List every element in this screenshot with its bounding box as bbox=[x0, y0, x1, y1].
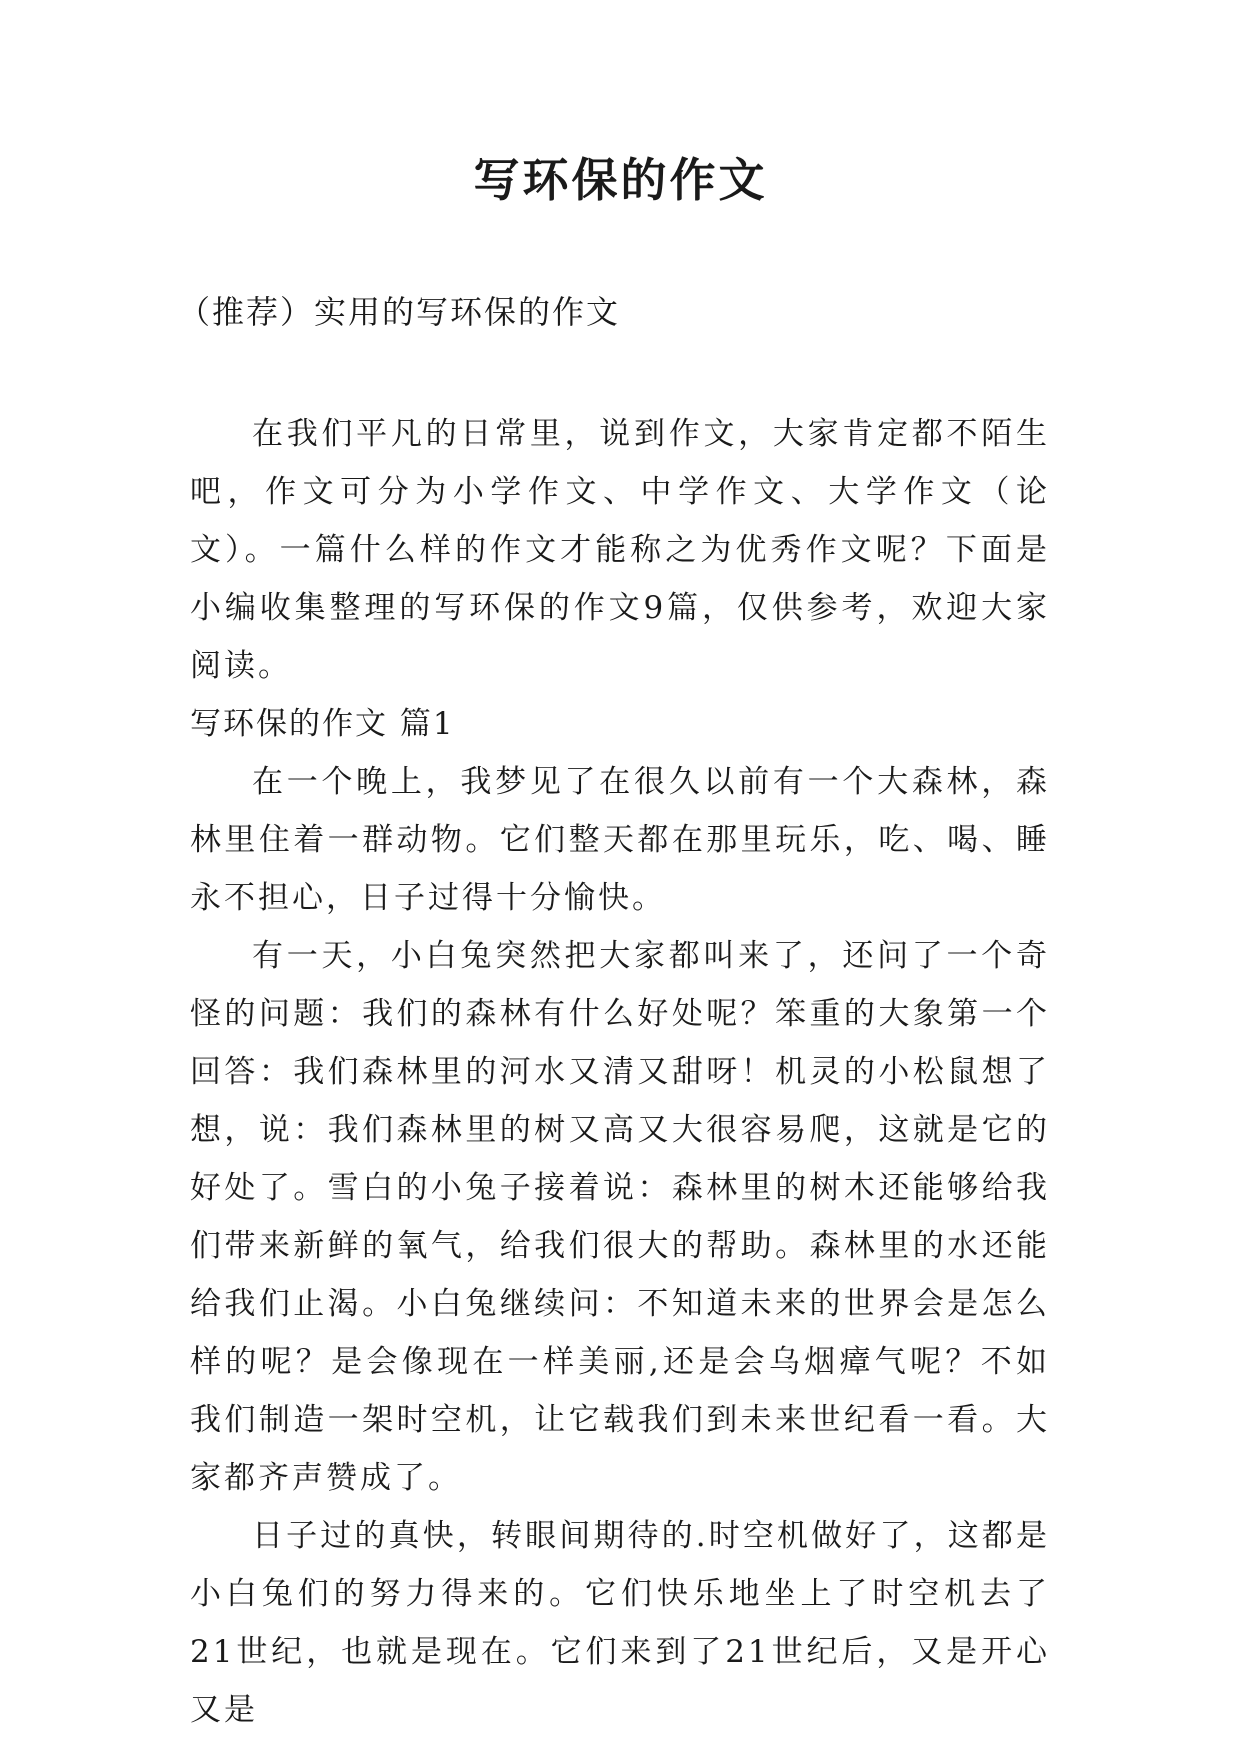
intro-paragraph: 在我们平凡的日常里，说到作文，大家肯定都不陌生吧，作文可分为小学作文、中学作文、大学作文（论文）。一篇什么样的作文才能称之为优秀作文呢？下面是小编收集整理的写环保的作文9篇，仅供参考，欢迎大家阅读。 bbox=[190, 416, 1050, 684]
document-body bbox=[190, 405, 1050, 1739]
document-subtitle: （推荐）实用的写环保的作文 bbox=[178, 293, 621, 331]
body-paragraph: 日子过的真快，转眼间期待的.时空机做好了，这都是小白兔们的努力得来的。它们快乐地坐上了时空机去了21世纪，也就是现在。它们来到了21世纪后，又是开心又是 bbox=[190, 1518, 1050, 1728]
document-title: 写环保的作文 bbox=[473, 153, 768, 207]
section-heading: 写环保的作文 篇1 bbox=[190, 706, 455, 742]
body-paragraph: 有一天，小白兔突然把大家都叫来了，还问了一个奇怪的问题：我们的森林有什么好处呢？笨重的大象第一个回答：我们森林里的河水又清又甜呀！机灵的小松鼠想了想，说：我们森林里的树又高又大很容易爬，这就是它的好处了。雪白的小兔子接着说：森林里的树木还能够给我们带来新鲜的氧气，给我们很大的帮助。森林里的水还能给我们止渴。小白兔继续问：不知道未来的世界会是怎么样的呢？是会像现在一样美丽,还是会乌烟瘴气呢？不如我们制造一架时空机，让它载我们到未来世纪看一看。大家都齐声赞成了。 bbox=[190, 938, 1050, 1496]
body-paragraph: 在一个晚上，我梦见了在很久以前有一个大森林，森林里住着一群动物。它们整天都在那里玩乐，吃、喝、睡永不担心，日子过得十分愉快。 bbox=[190, 764, 1050, 916]
